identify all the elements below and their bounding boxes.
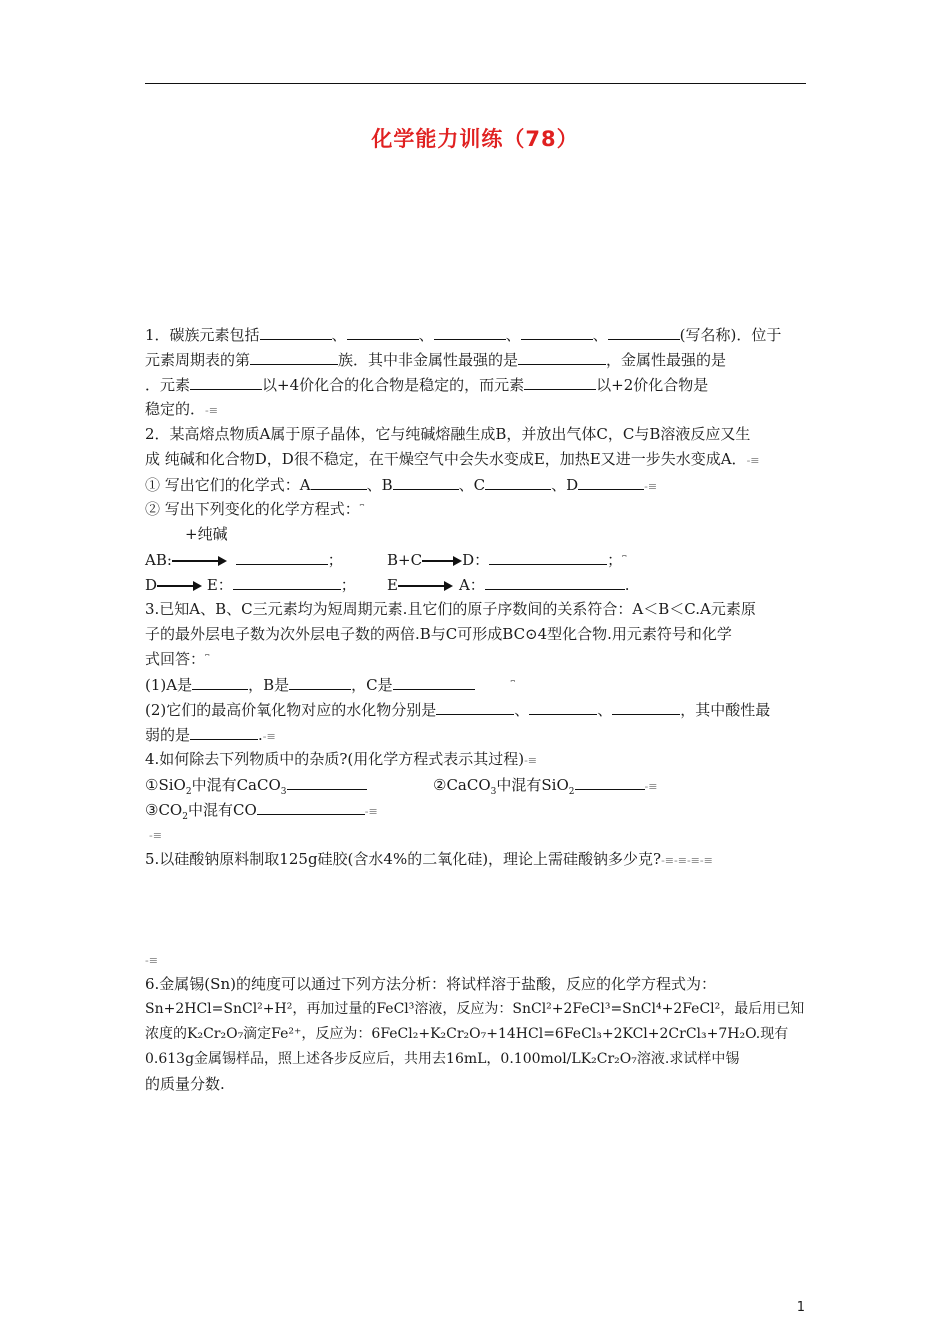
q2-line-5: +纯碱 xyxy=(185,525,228,543)
q6-line-5: 的质量分数. xyxy=(145,1075,225,1093)
page-number: 1 xyxy=(796,1300,805,1315)
answer-blank[interactable] xyxy=(578,472,644,490)
answer-blank[interactable] xyxy=(485,472,551,490)
q3-line-2: 子的最外层电子数为次外层电子数的两倍.B与C可形成BC⊙4型化合物.用元素符号和化学 xyxy=(145,625,732,643)
answer-blank[interactable] xyxy=(190,372,262,390)
q3-line-6: 弱的是 .-≡ xyxy=(145,722,807,747)
q4-items-row-1: ①SiO$_2$中混有CaCO$_3$ ②CaCO$_3$中混有SiO$_2$ -≡ xyxy=(145,772,807,797)
answer-blank[interactable] xyxy=(311,472,367,490)
answer-blank[interactable] xyxy=(260,322,332,340)
q4-line-1: 4.如何除去下列物质中的杂质?(用化学方程式表示其过程)-≡ xyxy=(145,750,537,768)
q2-line-2: 成 纯碱和化合物D，D很不稳定，在干燥空气中会失水变成E，加热E又进一步失水变成A．-≡ xyxy=(145,450,760,468)
q3-line-3: 式回答：⎴ xyxy=(145,650,210,668)
q2-line-3: ① 写出它们的化学式：A 、B 、C 、D -≡ xyxy=(145,472,807,497)
header-rule xyxy=(145,83,806,84)
q3-line-5: (2)它们的最高价氧化物对应的水化物分别是 、 、 ，其中酸性最 xyxy=(145,697,807,722)
q1-line-1: 1．碳族元素包括 、 、 、 、 (写名称)．位于 xyxy=(145,322,807,347)
answer-blank[interactable] xyxy=(575,772,645,790)
q6-line-2: Sn+2HCl=SnCl²+H²，再加过量的FeCl³溶液，反应为：SnCl²+2FeCl³=SnCl⁴+2FeCl²，最后用已知 xyxy=(145,1001,805,1017)
answer-blank[interactable] xyxy=(518,347,606,365)
reaction-arrow xyxy=(157,581,202,591)
answer-blank[interactable] xyxy=(250,347,338,365)
q4-line-4: -≡ xyxy=(149,829,162,842)
answer-blank[interactable] xyxy=(612,697,680,715)
answer-blank[interactable] xyxy=(436,697,514,715)
answer-blank[interactable] xyxy=(524,372,596,390)
q2-line-4: ② 写出下列变化的化学方程式：⎴ xyxy=(145,500,365,518)
answer-blank[interactable] xyxy=(236,547,328,565)
answer-blank[interactable] xyxy=(233,572,341,590)
q1-line-3: ．元素 以+4价化合的化合物是稳定的，而元素 以+2价化合物是 xyxy=(145,372,807,397)
answer-blank[interactable] xyxy=(287,772,367,790)
q3-line-4: (1)A是 ，B是 ，C是 ⎴ xyxy=(145,672,807,697)
answer-blank[interactable] xyxy=(347,322,419,340)
answer-blank[interactable] xyxy=(485,572,625,590)
q2-line-1: 2．某高熔点物质A属于原子晶体，它与纯碱熔融生成B，并放出气体C，C与B溶液反应又生 xyxy=(145,425,751,443)
q5-end: -≡ xyxy=(145,954,158,967)
answer-blank[interactable] xyxy=(489,547,607,565)
answer-blank[interactable] xyxy=(257,797,365,815)
q6-line-1: 6.金属锡(Sn)的纯度可以通过下列方法分析：将试样溶于盐酸，反应的化学方程式为： xyxy=(145,975,716,993)
answer-blank[interactable] xyxy=(289,672,351,690)
reaction-arrow xyxy=(172,556,227,566)
q6-line-3: 浓度的K₂Cr₂O₇滴定Fe²⁺，反应为：6FeCl₂+K₂Cr₂O₇+14HCl=6FeCl₃+2KCl+2CrCl₃+7H₂O.现有 xyxy=(145,1026,789,1042)
q4-items-row-2: $③CO_2$中混有CO -≡ xyxy=(145,797,807,822)
q1-line-4: 稳定的．-≡ xyxy=(145,400,218,418)
answer-blank[interactable] xyxy=(192,672,248,690)
answer-blank[interactable] xyxy=(521,322,593,340)
q5-line-1: 5.以硅酸钠原料制取125g硅胶(含水4%的二氧化硅)，理论上需硅酸钠多少克?-≡-≡-≡-≡ xyxy=(145,850,713,868)
q1-line-2: 元素周期表的第 族．其中非金属性最强的是 ，金属性最强的是 xyxy=(145,347,807,372)
q6-line-4: 0.613g金属锡样品，照上述各步反应后，共用去16mL，0.100mol/LK₂Cr₂O₇溶液.求试样中锡 xyxy=(145,1051,740,1067)
question-content xyxy=(145,322,807,1097)
answer-blank[interactable] xyxy=(393,472,459,490)
q3-line-1: 3.已知A、B、C三元素均为短周期元素.且它们的原子序数间的关系符合：A＜B＜C.A元素原 xyxy=(145,600,756,618)
answer-blank[interactable] xyxy=(190,722,258,740)
answer-blank[interactable] xyxy=(393,672,475,690)
q2-reaction-row-1: AB: ； B+C D： ；⎴ xyxy=(145,547,807,572)
q2-reaction-row-2: D E： ； E A： . xyxy=(145,572,807,597)
page-title: 化学能力训练（78） xyxy=(371,127,579,151)
answer-blank[interactable] xyxy=(608,322,680,340)
answer-blank[interactable] xyxy=(434,322,506,340)
reaction-arrow xyxy=(422,556,462,566)
reaction-arrow xyxy=(398,581,453,591)
answer-blank[interactable] xyxy=(529,697,597,715)
